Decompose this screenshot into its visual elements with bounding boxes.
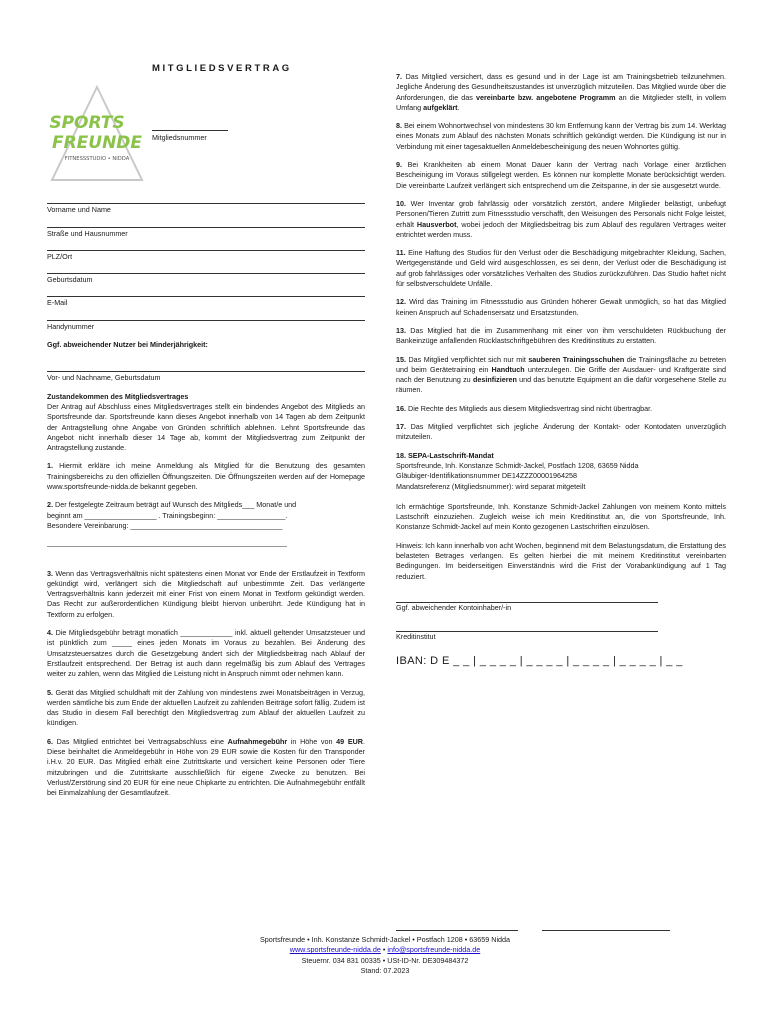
- clause-number: 6.: [47, 736, 53, 746]
- clause-text: Die Rechte des Mitglieds aus diesem Mitgliedsvertrag sind nicht übertragbar.: [408, 403, 653, 413]
- clause-4: [47, 628, 365, 679]
- clause-number: 7.: [396, 72, 402, 81]
- clause-text: und das benutzte Equipment an die dafür vorgesehene Stelle zu räumen.: [396, 375, 726, 395]
- account-holder-label: Ggf. abweichender Kontoinhaber/-in: [396, 602, 512, 612]
- member-fields: [47, 194, 365, 332]
- sepa-heading: 18. SEPA-Lastschrift-Mandat: [396, 450, 494, 460]
- clause-11: [396, 248, 726, 289]
- footer: [0, 935, 770, 976]
- sepa-authorization: Ich ermächtige Sportsfreunde, Inh. Konstanze Schmidt-Jackel Zahlungen von meinem Konto mittels Lastschrift einzuziehen. Zugleich weise ich mein Kreditinstitut an, die von Sportsfreunde, Inh. Konstanze Schmidt-Jackel auf mein Konto gezogenen Lastschriften einzulösen.: [396, 501, 726, 532]
- email-link[interactable]: info@sportsfreunde-nidda.de: [387, 945, 481, 955]
- member-number-label: Mitgliedsnummer: [152, 133, 207, 143]
- header-row: [47, 82, 365, 188]
- clause-text: die Trainingsfläche zu betreten und beim Gerätetraining ein: [396, 354, 727, 374]
- clause-number: 16.: [396, 403, 406, 413]
- sepa-creditor-id: Gläubiger-Identifikationsnummer DE14ZZZ00001964258: [396, 471, 577, 481]
- clause-text: Hiermit erkläre ich meine Anmeldung als Mitglied für die Benutzung des gesamten Trainingsbereichs zu den offiziellen Öffnungszeiten. Die Öffnungszeiten werden auf der Homepage www.sportsfreunde-nidda.de bekannt gegeben.: [47, 461, 365, 492]
- left-column: [47, 64, 365, 806]
- clause-number: 3.: [47, 568, 53, 578]
- field-label: E-Mail: [47, 298, 68, 308]
- clause-bold: vereinbarte bzw. angebotene Programm: [475, 92, 616, 102]
- clause-text: Wenn das Vertragsverhältnis nicht spätestens einen Monat vor Ende der Erstlaufzeit in Textform gekündigt wird, verlängert sich die Mitgliedschaft auf unbestimmte Zeit. Das verlängerte Vertragsverhältnis kann jederzeit mit einer Frist von einem Monat in Textform gekündigt werden. Das Recht zur außerordentlichen Kündigung bleibt hiervon unberührt. Jede Kündigung hat in Textform zu erfolgen.: [47, 568, 365, 619]
- iban-field[interactable]: IBAN: D E _ _ | _ _ _ _ | _ _ _ _ | _ _ _ _ | _ _ _ _ | _ _: [396, 655, 683, 668]
- bank-label: Kreditinstitut: [396, 632, 436, 642]
- clause-10: [396, 199, 726, 240]
- clause-number: 13.: [396, 325, 406, 335]
- clause-text-line1: Der festgelegte Zeitraum beträgt auf Wunsch des Mitglieds___ Monat/e und: [55, 500, 297, 510]
- clause-text: in Höhe von: [287, 736, 337, 746]
- clause-text: Die Mitgliedsgebühr beträgt monatlich _____________ inkl. aktuell geltender Umsatzsteuer und ist pünktlich zum _____ eines jeden Monats im Voraus zu bezahlen. Bei Änderung des Umsatzsteuersatzes durch die Gesetzgebung ändert sich der Mitgliedsbeitrag nach Ablauf der Erstlaufzeit entsprechend. Der Betrag ist auch dann regelmäßig bis zum Ablauf des Vertrages weiter zu zahlen, wenn das Mitglied die Leistung nicht in Anspruch nimmt oder nehmen kann.: [47, 628, 365, 679]
- footer-separator: •: [380, 945, 388, 955]
- field-label: Vorname und Name: [47, 205, 111, 215]
- clause-bold: desinfizieren: [472, 375, 517, 385]
- clause-text: an die Mitglieder stellt, in vollem Umfang: [396, 92, 726, 112]
- clause-12: [396, 297, 726, 318]
- field-email[interactable]: [47, 287, 365, 308]
- start-date-field[interactable]: beginnt am __________________ . Trainingsbeginn: _________________.: [47, 510, 288, 520]
- special-agreement-field[interactable]: Besondere Vereinbarung: ______________________________________: [47, 520, 283, 530]
- section-text: Der Antrag auf Abschluss eines Mitgliedsvertrages stellt ein bindendes Angebot des Mitglieds an Sportsfreunde dar. Sportsfreunde kann dieses Angebot innerhalb von 14 Tagen ab dem Zeitpunkt der Antragstellung ohne Angabe von Gründen schriftlich ablehnen. Lehnt Sportsfreunde das Angebot nicht innerhalb dieser 14 Tage ab, kommt der Mitgliedsvertrag zum Zeitpunkt der Antragstellung zustande.: [47, 401, 365, 453]
- clause-number: 12.: [396, 297, 406, 307]
- signature-line-left[interactable]: [396, 922, 518, 931]
- field-label: Straße und Hausnummer: [47, 228, 128, 238]
- logo-line1: SPORTS: [49, 113, 125, 134]
- clause-number: 15.: [396, 354, 406, 364]
- clause-2: [47, 500, 365, 548]
- footer-version: Stand: 07.2023: [360, 965, 410, 975]
- clause-bold: Hausverbot: [416, 219, 457, 229]
- sepa-mandate-ref: Mandatsreferenz (Mitgliedsnummer): wird separat mitgeteilt: [396, 481, 586, 491]
- clause-number: 4.: [47, 628, 53, 638]
- clause-text: Das Mitglied entrichtet bei Vertragsabschluss eine: [56, 736, 228, 746]
- clause-text: Das Mitglied hat die im Zusammenhang mit einer von ihm verschuldeten Rückbuchung der Bankeinzüge anfallenden Rücklastschriftgebühren des Kreditinstituts zu erstatten.: [396, 325, 726, 346]
- clause-bold: 49 EUR: [336, 736, 364, 746]
- clause-15: [396, 355, 726, 396]
- clause-number: 11.: [396, 248, 406, 258]
- footer-address: Sportsfreunde • Inh. Konstanze Schmidt-Jackel • Postfach 1208 • 63659 Nidda: [259, 935, 511, 944]
- clause-number: 5.: [47, 687, 53, 697]
- clause-16: [396, 404, 726, 414]
- right-column: [396, 72, 726, 667]
- minor-heading: Ggf. abweichender Nutzer bei Minderjährigkeit:: [47, 340, 208, 350]
- clause-text: . Diese beinhaltet die Anmeldegebühr in Höhe von 29 EUR sowie die Kosten für den Transponder i.H.v. 20 EUR. Das Mitglied erhält eine Zutrittskarte und versichert keine Personen oder Tiere mitzubringen und die Zutrittskarte ausschließlich für eigene Zwecke zu benutzen. Bei Verlust/Zerstörung sind 20 EUR für eine neue Chipkarte zu entrichten. Die Aufnahmegebühr entfällt bei Einmalzahlung der Gesamtlaufzeit.: [47, 736, 366, 798]
- clause-text: Das Mitglied verpflichtet sich nur mit: [408, 354, 529, 364]
- clause-text: Das Mitglied verpflichtet sich jegliche Änderung der Kontakt- oder Kontodaten unverzüglich mitzuteilen.: [396, 422, 726, 442]
- clause-bold: Handtuch: [491, 364, 525, 374]
- field-zip-city[interactable]: [47, 241, 365, 262]
- clause-text: , wobei jedoch der Mitgliedsbeitrag bis zum Ablauf des regulären Vertrages weiter entrichtet werden muss.: [396, 219, 726, 239]
- logo-line2: FREUNDE: [51, 133, 143, 154]
- logo-tagline: FITNESSSTUDIO • NIDDA: [64, 156, 130, 163]
- field-birthdate[interactable]: [47, 264, 365, 285]
- sepa-mandate: [396, 451, 726, 667]
- clause-8: [396, 121, 726, 152]
- sportsfreunde-logo: [47, 82, 147, 182]
- sepa-creditor: Sportsfreunde, Inh. Konstanze Schmidt-Jackel, Postfach 1208, 63659 Nidda: [396, 460, 639, 470]
- clause-number: 2.: [47, 500, 53, 510]
- website-link[interactable]: www.sportsfreunde-nidda.de: [289, 945, 381, 955]
- clause-number: 17.: [396, 422, 406, 432]
- field-name[interactable]: [47, 194, 365, 215]
- clause-text: .: [457, 102, 460, 112]
- clause-13: [396, 326, 726, 347]
- page-title: MITGLIEDSVERTRAG: [152, 63, 292, 74]
- clause-bold: Aufnahmegebühr: [227, 736, 288, 746]
- section-zustandekommen: [47, 392, 365, 454]
- clause-number: 9.: [396, 160, 402, 170]
- clause-9: [396, 160, 726, 191]
- clause-text: Das Mitglied versichert, dass es gesund und in der Lage ist am Trainingsbetrieb teilzunehmen. Jegliche Änderung des Gesundheitszustandes ist unverzüglich mitzuteilen. Das Mitglied wurde über die Anforderungen, die das: [396, 72, 727, 102]
- field-phone[interactable]: [47, 311, 365, 332]
- member-number-field[interactable]: [152, 122, 272, 143]
- bank-field[interactable]: [396, 619, 658, 632]
- field-street[interactable]: [47, 218, 365, 239]
- clause-text: Gerät das Mitglied schuldhaft mit der Zahlung von mindestens zwei Monatsbeiträgen in Verzug, werden sämtliche bis zum Ende der aktuellen Laufzeit zu zahlenden Beiträge sofort fällig. Zudem ist das Studio in diesem Fall berechtigt den Mitgliedsvertrag zum Ablauf der aktuellen Laufzeit zu kündigen.: [47, 687, 366, 728]
- special-agreement-field-2[interactable]: ____________________________________________________________: [47, 538, 287, 548]
- clause-number: 1.: [47, 461, 53, 471]
- clause-number: 8.: [396, 121, 402, 131]
- clause-bold: sauberen Trainingsschuhen: [528, 354, 625, 364]
- section-heading: Zustandekommen des Mitgliedsvertrages: [47, 391, 189, 401]
- clause-17: [396, 422, 726, 443]
- field-label: PLZ/Ort: [47, 251, 73, 261]
- signature-line-right[interactable]: [542, 922, 670, 931]
- clause-text: Eine Haftung des Studios für den Verlust oder die Beschädigung mitgebrachter Kleidung, Sachen, Wertgegenstände und Geld wird ausgeschlossen, es sei denn, der Verlust oder die Beschädigung ist auf grob fahrlässiges oder vorsätzliches Verhalten des Studios zurückzuführen. Das Studio haftet nicht für selbstverschuldete Unfälle.: [396, 248, 726, 289]
- field-label: Vor- und Nachname, Geburtsdatum: [47, 373, 161, 383]
- sepa-hint: Hinweis: Ich kann innerhalb von acht Wochen, beginnend mit dem Belastungsdatum, die Erstattung des belasteten Betrages verlangen. Es gelten hierbei die mit meinem Kreditinstitut vereinbarten Bedingungen. Im beiderseitigen Einverständnis wird die Frist der Vorabankündigung auf 1 Tag reduziert.: [396, 540, 726, 581]
- clause-bold: aufgeklärt: [423, 102, 458, 112]
- clause-text: unterzulegen. Die Griffe der Ausdauer- und Kraftgeräte sind nach der Benutzung zu: [396, 364, 726, 385]
- footer-tax: Steuernr. 034 831 00335 • USt-ID-Nr. DE309484372: [301, 955, 469, 965]
- clause-1: [47, 461, 365, 492]
- account-holder-field[interactable]: [396, 590, 658, 603]
- clause-text: Bei einem Wohnortwechsel von mindestens 30 km Entfernung kann der Vertrag bis zum 14. Werktag eines Monats zum Ablauf des nächsten Monats schriftlich gekündigt werden. Die Kündigung ist nur in Verbindung mit einer tagesaktuellen Anmeldebescheinigung des neuen Wohnortes gültig.: [396, 121, 727, 151]
- clause-text: Bei Krankheiten ab einem Monat Dauer kann der Vertrag nach Vorlage einer ärztlichen Bescheinigung im Voraus stillgelegt werden. Es können nur komplette Monate berücksichtigt werden. Die vereinbarte Laufzeit verlängert sich entsprechend um die Zeitspanne, in der sie ausgesetzt wurde.: [396, 160, 726, 190]
- field-minor-user[interactable]: [47, 362, 365, 383]
- field-label: Handynummer: [47, 321, 95, 331]
- clause-3: [47, 569, 365, 620]
- clause-5: [47, 688, 365, 729]
- clause-text: Wer Inventar grob fahrlässig oder vorsätzlich zerstört, andere Mitglieder belästigt, unbefugt Personen/Tieren Zutritt zum Fitnessstudio verschafft, den Weisungen des Personals nicht Folge leistet, erhält: [396, 198, 727, 229]
- clause-number: 10.: [396, 198, 406, 208]
- clause-7: [396, 72, 726, 113]
- clause-text: Wird das Training im Fitnessstudio aus Gründen höherer Gewalt unmöglich, so hat das Mitglied keinen Anspruch auf Schadensersatz und Ersatzstunden.: [396, 297, 727, 317]
- field-label: Geburtsdatum: [47, 275, 93, 285]
- footer-contact: [0, 945, 770, 955]
- clause-6: [47, 737, 365, 799]
